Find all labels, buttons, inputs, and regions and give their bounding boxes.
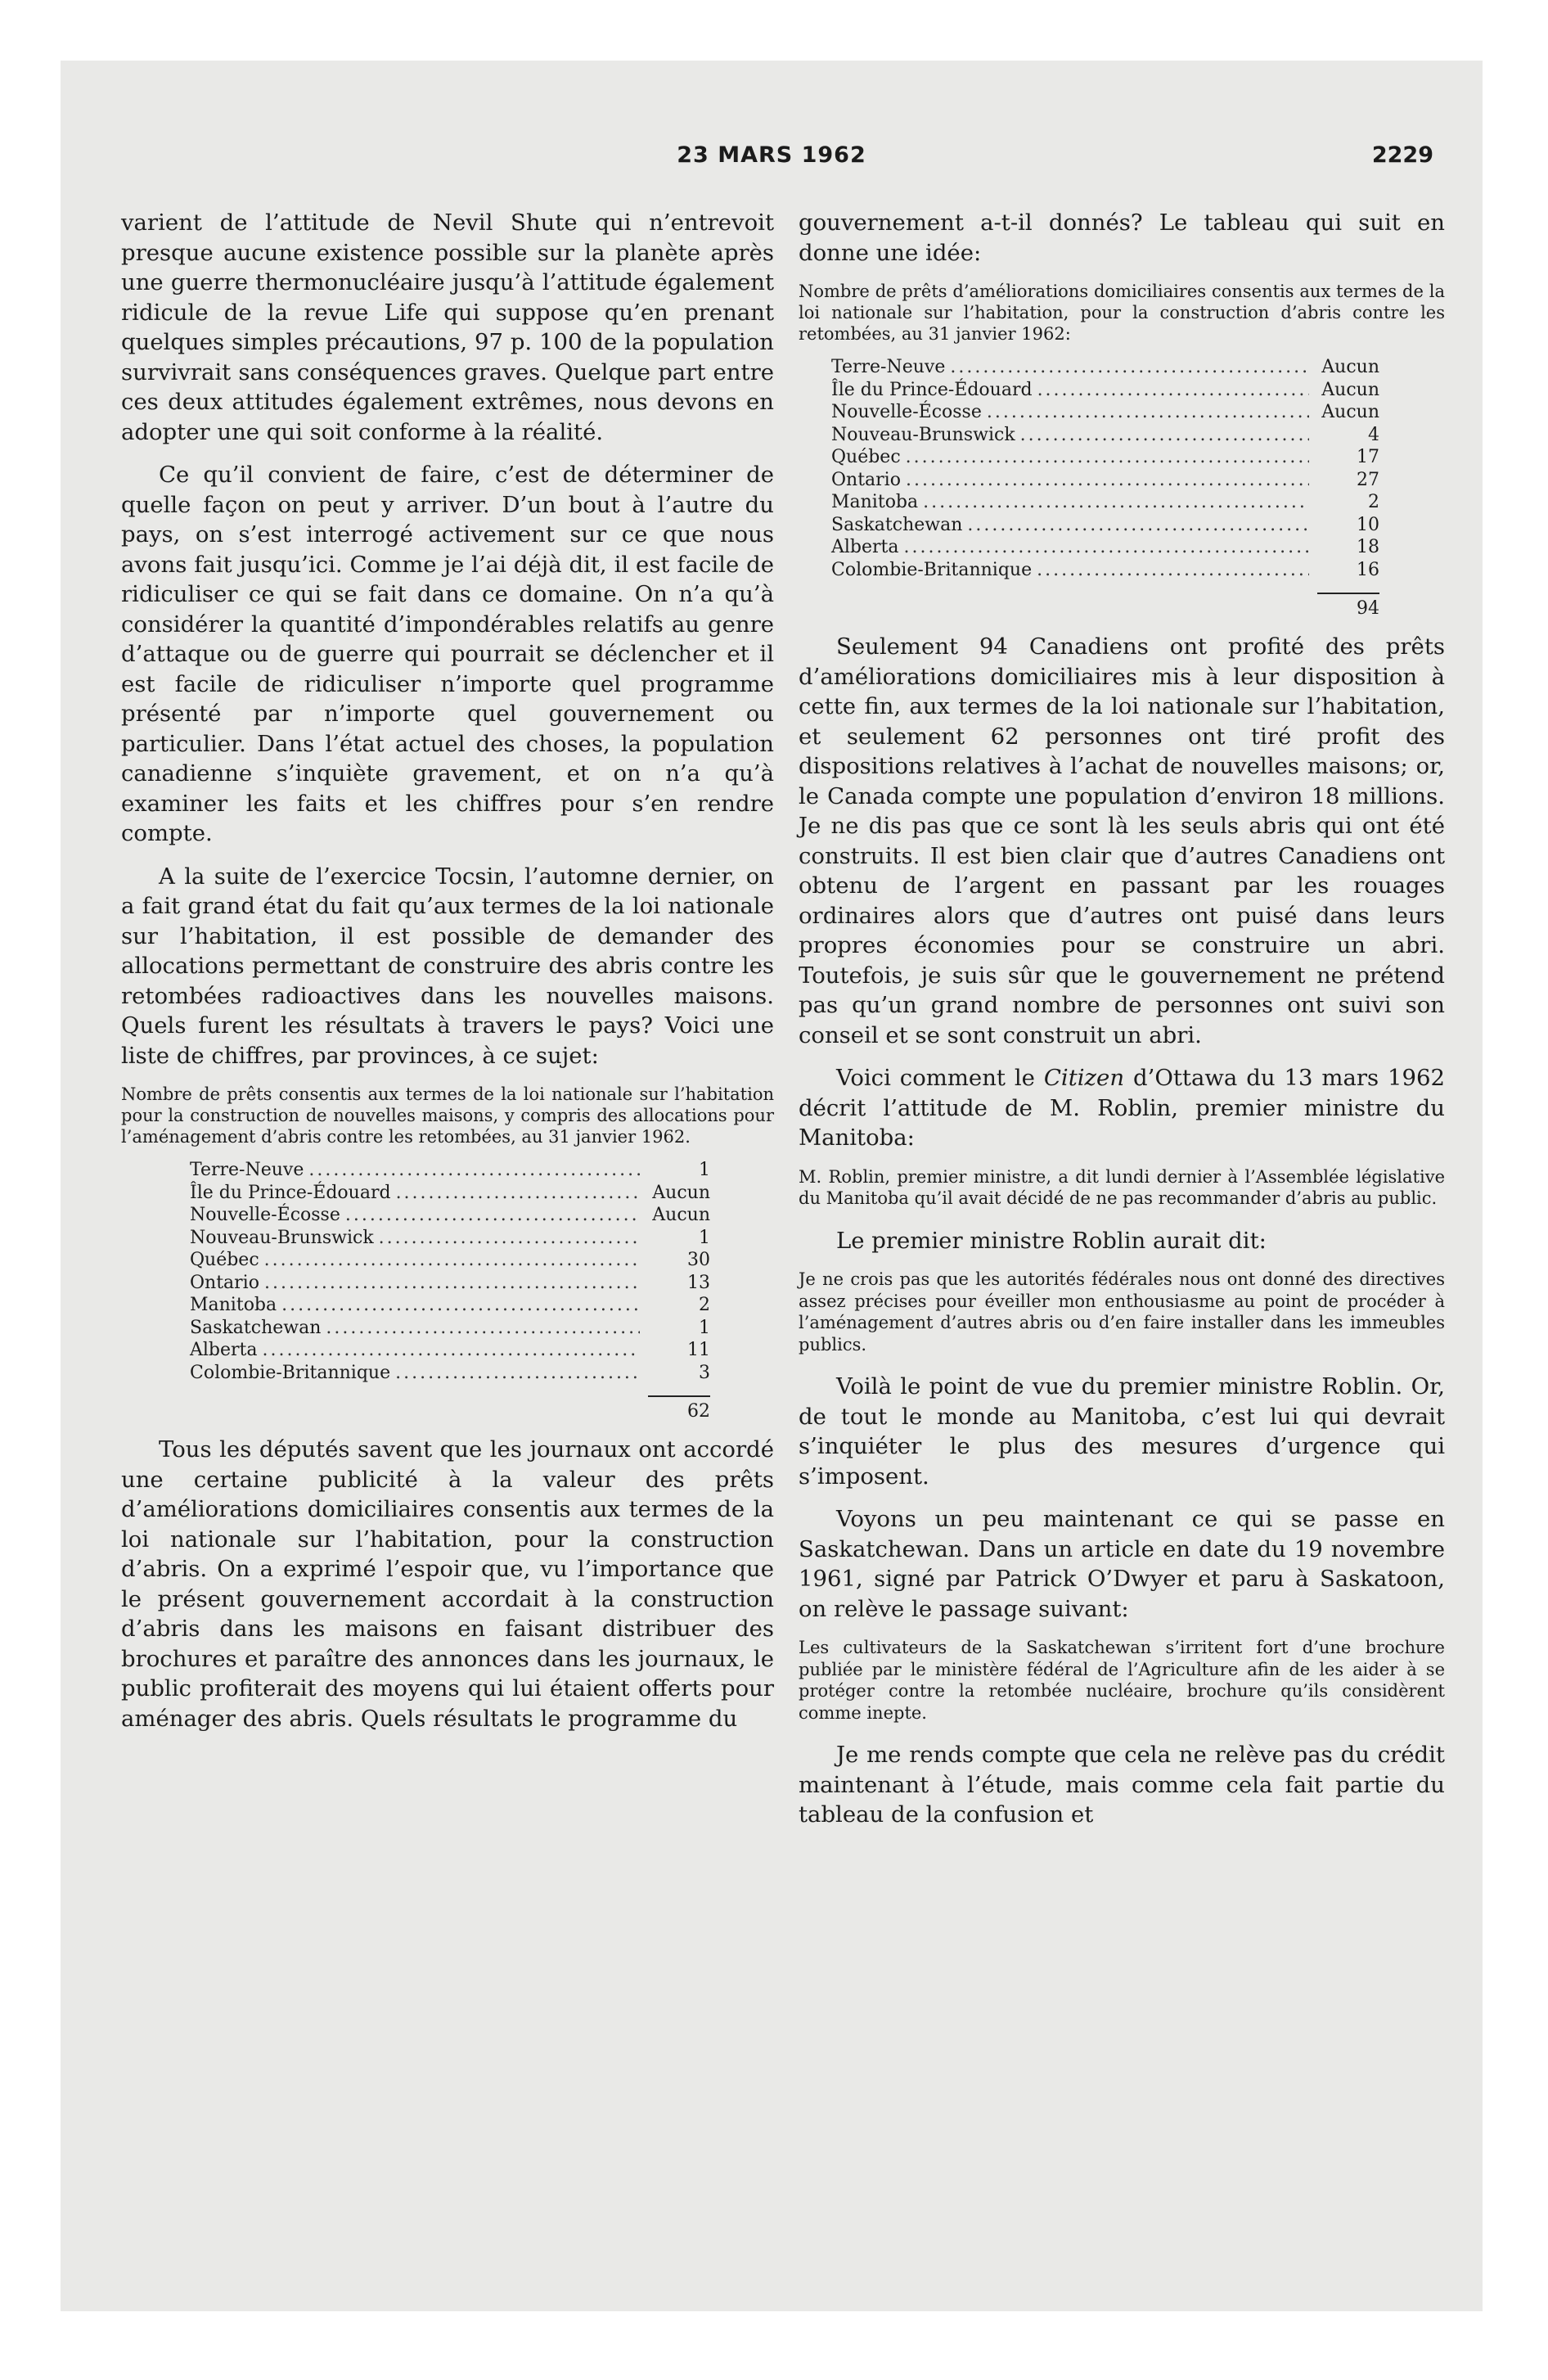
loan-count: 2	[699, 1295, 710, 1315]
table-row	[190, 1362, 710, 1385]
document-page	[61, 61, 1483, 2311]
paragraph: Voyons un peu maintenant ce qui se passe en Saskatchewan. Dans un article en date du 19 novembre 1961, signé par Patrick O’Dwyer et paru à Saskatoon, on relève le passage suivant:	[799, 1506, 1445, 1622]
province-name: Terre-Neuve	[831, 357, 946, 377]
table-caption: Nombre de prêts consentis aux termes de la loi nationale sur l’habitation pour la construction de nouvelles maisons, y compris des allocations pour l’aménagement d’abris contre les retombées, au 31 janvier 1962.	[121, 1084, 774, 1147]
leader-dots	[345, 1204, 640, 1227]
loan-count: 3	[699, 1362, 710, 1383]
paragraph: Le premier ministre Roblin aurait dit:	[836, 1227, 1267, 1254]
paragraph: gouvernement a-t-il donnés? Le tableau qui suit en donne une idée:	[799, 210, 1445, 266]
leader-dots	[967, 514, 1309, 537]
province-name: Île du Prince-Édouard	[190, 1182, 391, 1203]
leader-dots	[326, 1317, 640, 1340]
table-row	[831, 356, 1379, 379]
leader-dots	[263, 1339, 641, 1362]
paragraph: A la suite de l’exercice Tocsin, l’automne dernier, on a fait grand état du fait qu’aux termes de la loi nationale sur l’habitation, il est possible de demander des allocations permettant de construire des abris contre les retombées radioactives dans les nouvelles maisons. Quels furent les résultats à travers le pays? Voici une liste de chiffres, par provinces, à ce sujet:	[121, 863, 774, 1069]
leader-dots	[904, 536, 1310, 559]
table-row	[831, 446, 1379, 469]
leader-dots	[281, 1294, 640, 1317]
loan-count: Aucun	[1321, 357, 1379, 377]
paragraph: Tous les députés savent que les journaux ont accordé une certaine publicité à la valeur des prêts d’améliorations domiciliaires consentis aux termes de la loi nationale sur l’habitation, pour la construction d’abris. On a exprimé l’espoir que, vu l’importance que le présent gouvernement accordait à la construction d’abris dans les maisons en faisant distribuer des brochures et paraître des annonces dans les journaux, le public profiterait des moyens qui lui étaient offerts pour aménager des abris. Quels résultats le programme du	[121, 1436, 774, 1732]
province-name: Manitoba	[190, 1295, 277, 1315]
loan-count: Aucun	[652, 1182, 710, 1203]
table-row	[831, 536, 1379, 559]
loan-count: 4	[1368, 424, 1379, 445]
province-name: Alberta	[190, 1340, 258, 1360]
province-name: Manitoba	[831, 492, 919, 512]
province-name: Québec	[190, 1250, 259, 1270]
block-quote: Les cultivateurs de la Saskatchewan s’irritent fort d’une brochure publiée par le ministère fédéral de l’Agriculture afin de les aider à se protéger contre la retombée nucléaire, brochure qu’ils considèrent comme inepte.	[799, 1638, 1445, 1723]
table-row	[190, 1317, 710, 1340]
loan-count: 13	[687, 1272, 710, 1293]
province-name: Colombie-Britannique	[190, 1362, 391, 1383]
loan-count: 30	[687, 1250, 710, 1270]
loans-table-home-improvement	[831, 356, 1379, 620]
table-row	[831, 469, 1379, 492]
loan-count: 1	[699, 1160, 710, 1180]
province-name: Nouveau-Brunswick	[831, 424, 1015, 445]
total-rule	[1317, 593, 1379, 594]
province-name: Ontario	[831, 469, 901, 490]
paragraph: varient de l’attitude de Nevil Shute qui n’entrevoit presque aucune existence possible sur la planète après une guerre thermonucléaire jusqu’à l’attitude également ridicule de la revue Life qui suppose qu’en prenant quelques simples précautions, 97 p. 100 de la population survivrait sans conséquences graves. Quelque part entre ces deux attitudes également extrêmes, nous devons en adopter une qui soit conforme à la réalité.	[121, 210, 774, 445]
province-name: Québec	[831, 447, 901, 467]
province-name: Nouvelle-Écosse	[190, 1205, 340, 1225]
leader-dots	[987, 401, 1309, 424]
leader-dots	[379, 1227, 640, 1250]
left-column	[121, 208, 774, 1747]
loan-count: 10	[1357, 514, 1379, 535]
table-row	[190, 1272, 710, 1295]
leader-dots	[264, 1249, 640, 1272]
page-number: 2229	[1371, 142, 1433, 168]
table-row	[190, 1249, 710, 1272]
paragraph: Ce qu’il convient de faire, c’est de déterminer de quelle façon on peut y arriver. D’un bout à l’autre du pays, on s’est interrogé activement sur ce que nous avons fait jusqu’ici. Comme je l’ai déjà dit, il est facile de ridiculiser ce qui se fait dans ce domaine. On n’a qu’à considérer la quantité d’impondérables relatifs au genre d’attaque ou de guerre qui pourrait se déclencher et il est facile de ridiculiser n’importe quel programme présenté par n’importe quel gouvernement ou particulier. Dans l’état actuel des choses, la population canadienne s’inquiète gravement, et on n’a qu’à examiner les faits et les chiffres pour s’en rendre compte.	[121, 462, 774, 846]
leader-dots	[1037, 379, 1309, 402]
province-name: Terre-Neuve	[190, 1160, 304, 1180]
loan-count: Aucun	[1321, 402, 1379, 422]
text-run: Voici comment le	[836, 1065, 1044, 1091]
loan-count: 1	[699, 1317, 710, 1338]
loan-count: 2	[1368, 492, 1379, 512]
leader-dots	[396, 1182, 640, 1205]
table-row	[190, 1294, 710, 1317]
table-row	[831, 379, 1379, 402]
table-row	[831, 401, 1379, 424]
table-row	[190, 1339, 710, 1362]
province-name: Saskatchewan	[190, 1317, 322, 1338]
total-rule	[648, 1395, 710, 1397]
leader-dots	[395, 1362, 640, 1385]
table-row	[190, 1159, 710, 1182]
leader-dots	[906, 446, 1309, 469]
header-date: 23 MARS 1962	[677, 142, 866, 168]
leader-dots	[906, 469, 1309, 492]
table-row	[831, 424, 1379, 447]
paragraph: Seulement 94 Canadiens ont profité des prêts d’améliorations domiciliaires mis à leur disposition à cette fin, aux termes de la loi nationale sur l’habitation, et seulement 62 personnes ont tiré profit des dispositions relatives à l’achat de nouvelles maisons; or, le Canada compte une population d’environ 18 millions. Je ne dis pas que ce sont là les seuls abris qui ont été construits. Il est bien clair que d’autres Canadiens ont obtenu de l’argent en passant par les rouages ordinaires alors que d’autres ont puisé dans leurs propres économies pour se construire un abri. Toutefois, je suis sûr que le gouvernement ne prétend pas qu’un grand nombre de personnes ont suivi son conseil et se sont construit un abri.	[799, 633, 1445, 1048]
table-row	[190, 1227, 710, 1250]
leader-dots	[1020, 424, 1309, 447]
paragraph: Voilà le point de vue du premier ministre Roblin. Or, de tout le monde au Manitoba, c’est lui qui devrait s’inquiéter le plus des mesures d’urgence qui s’imposent.	[799, 1373, 1445, 1490]
text-run: d’Ottawa du 13 mars 1962 décrit l’attitude de M. Roblin, premier ministre du Manitoba:	[799, 1065, 1445, 1151]
leader-dots	[923, 491, 1309, 514]
province-name: Île du Prince-Édouard	[831, 379, 1033, 400]
table-row	[190, 1204, 710, 1227]
loan-count: 17	[1357, 447, 1379, 467]
table-row	[831, 559, 1379, 582]
table-total: 62	[687, 1401, 710, 1422]
newspaper-title: Citizen	[1043, 1065, 1125, 1091]
loan-count: 18	[1357, 537, 1379, 557]
loan-count: 11	[687, 1340, 710, 1360]
table-total: 94	[1357, 598, 1379, 619]
loans-table-new-houses	[190, 1159, 710, 1423]
province-name: Nouvelle-Écosse	[831, 402, 982, 422]
loan-count: Aucun	[652, 1205, 710, 1225]
leader-dots	[308, 1159, 640, 1182]
running-header	[61, 142, 1483, 175]
loan-count: Aucun	[1321, 379, 1379, 400]
table-row	[831, 514, 1379, 537]
table-caption: Nombre de prêts d’améliorations domiciliaires consentis aux termes de la loi nationale sur l’habitation, pour la construction d’abris contre les retombées, au 31 janvier 1962:	[799, 282, 1445, 344]
province-name: Colombie-Britannique	[831, 559, 1033, 580]
table-row	[190, 1182, 710, 1205]
province-name: Saskatchewan	[831, 514, 963, 535]
leader-dots	[950, 356, 1309, 379]
loan-count: 1	[699, 1227, 710, 1248]
loan-count: 16	[1357, 559, 1379, 580]
loan-count: 27	[1357, 469, 1379, 490]
leader-dots	[264, 1272, 640, 1295]
province-name: Alberta	[831, 537, 899, 557]
paragraph: Je me rends compte que cela ne relève pas du crédit maintenant à l’étude, mais comme cela fait partie du tableau de la confusion et	[799, 1742, 1445, 1828]
block-quote: Je ne crois pas que les autorités fédérales nous ont donné des directives assez précises pour éveiller mon enthousiasme au point de procéder à l’aménagement d’autres abris ou d’en faire installer dans les immeubles publics.	[799, 1269, 1445, 1355]
province-name: Nouveau-Brunswick	[190, 1227, 374, 1248]
paragraph-citizen	[799, 1063, 1445, 1153]
province-name: Ontario	[190, 1272, 259, 1293]
block-quote: M. Roblin, premier ministre, a dit lundi dernier à l’Assemblée législative du Manitoba qu’il avait décidé de ne pas recommander d’abris au public.	[799, 1166, 1445, 1208]
right-column	[799, 208, 1445, 1843]
leader-dots	[1037, 559, 1309, 582]
table-row	[831, 491, 1379, 514]
